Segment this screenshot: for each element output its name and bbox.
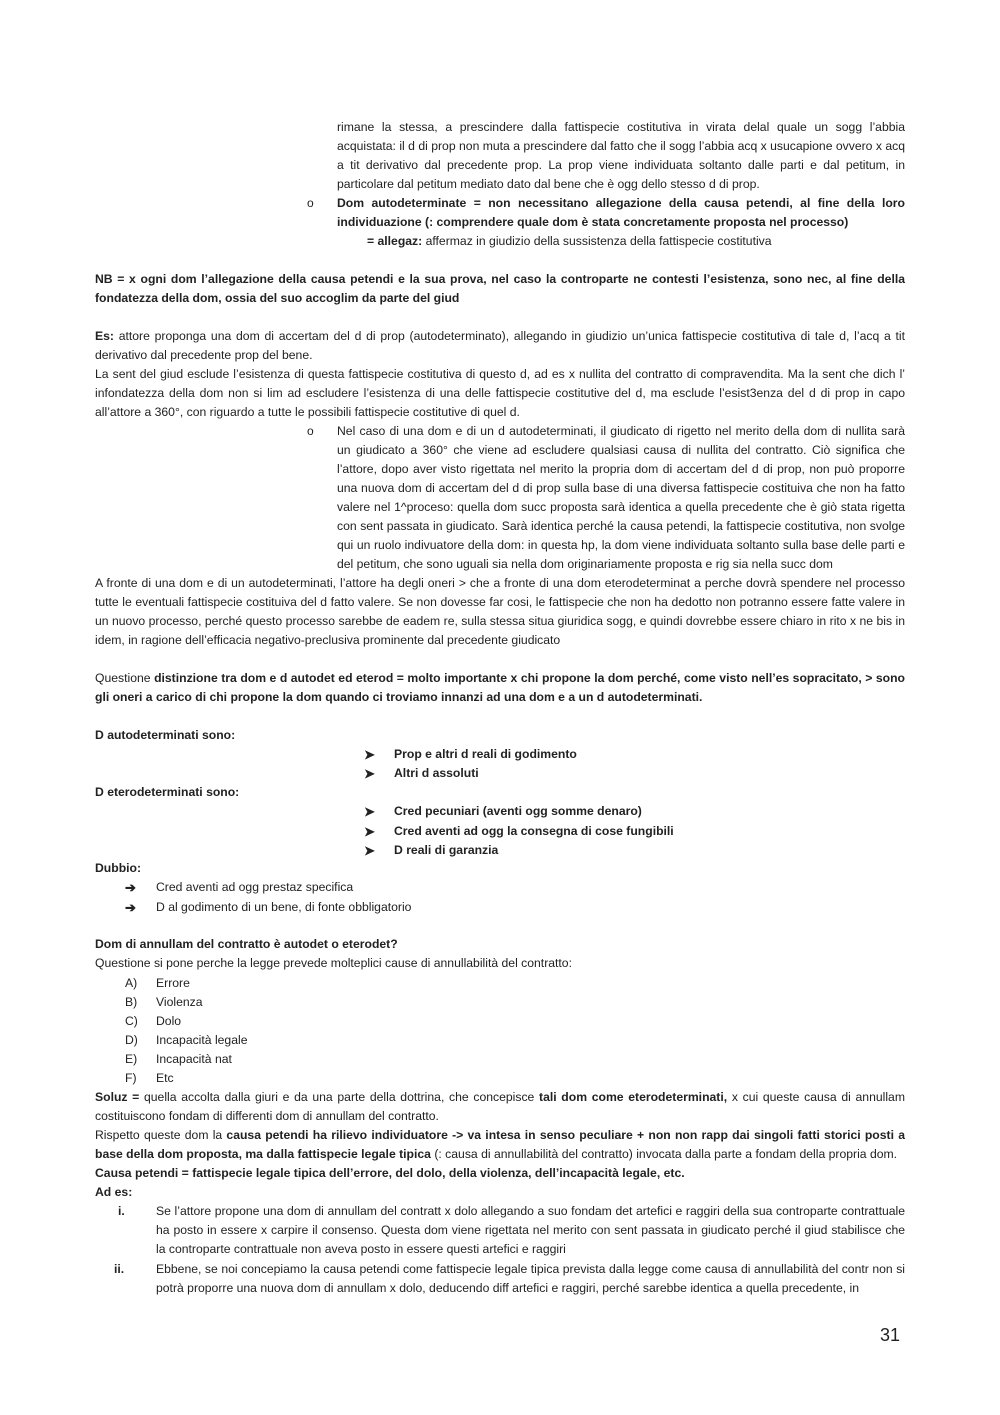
arrowhead-bullet-icon: ➤ (364, 766, 375, 781)
arrowhead-bullet-icon: ➤ (364, 747, 375, 762)
right-arrow-icon: ➔ (125, 880, 136, 895)
rispetto-paragraph: Rispetto queste dom la causa petendi ha rilievo individuatore -> va intesa in senso peculiare + non non rapp dai singoli fatti storici posti a base della dom proposta, ma dalla fattispecie legale tipica (: causa di annullabilità del contratto) invocata dalla parte a fondam della propria dom. (95, 1128, 905, 1161)
oneri-paragraph: A fronte di una dom e di un autodeterminati, l’attore ha degli oneri > che a fronte di una dom eterodeterminat a perche dovrà spendere nel processo tutte le eventuali fattispecie costituiva del d fatto valere. Se non dovesse far cosi, le fattispecie che non ha dedotto non potranno essere fatte valere in un nuovo processo, perché questo processo sarebbe de eadem re, sulla stessa situa giuridica sogg, e quindi dovrebbe essere chiaro in rito x ne bis in idem, in ragione dell’efficacia negativo-preclusiva prominente dal precedente giudicato (95, 576, 905, 647)
dubbio-heading: Dubbio: (95, 861, 142, 875)
causa-petendi-line: Causa petendi = fattispecie legale tipica dell’errore, del dolo, della violenza, dell’incapacità legale, etc. (95, 1166, 685, 1180)
allegaz-line: = allegaz: affermaz in giudizio della sussistenza della fattispecie costitutiva (367, 234, 772, 248)
list-item: Etc (156, 1071, 174, 1085)
annullam-intro: Questione si pone perche la legge prevede molteplici cause di annullabilità del contratto: (95, 956, 572, 970)
list-marker: A) (125, 976, 138, 990)
list-item: Incapacità legale (156, 1033, 248, 1047)
list-marker: B) (125, 995, 138, 1009)
etero-heading: D eterodeterminati sono: (95, 785, 240, 799)
bullet-marker: o (307, 424, 314, 438)
etero-item: Cred pecuniari (aventi ogg somme denaro) (394, 804, 642, 818)
questione-paragraph: Questione distinzione tra dom e d autodet ed eterod = molto importante x chi propone la dom perché, come visto nell’es sopracitato, > sono gli oneri a carico di chi propone la dom quando ci troviamo innanzi ad una dom e a un d autodeterminati. (95, 671, 905, 704)
dubbio-item: Cred aventi ad ogg prestaz specifica (156, 880, 354, 894)
auto-item: Prop e altri d reali di godimento (394, 747, 577, 761)
list-item: Violenza (156, 995, 203, 1009)
annullam-heading: Dom di annullam del contratto è autodet o eterodet? (95, 937, 398, 951)
list-item: Errore (156, 976, 190, 990)
paragraph-dom-autodeterminate: Dom autodeterminate = non necessitano allegazione della causa petendi, al fine della loro individuazione (: comprendere quale dom è stata concretamente proposta nel processo) (337, 196, 905, 229)
list-marker: ii. (114, 1262, 125, 1276)
paragraph-fattispecie: rimane la stessa, a prescindere dalla fattispecie costitutiva in virata delal quale un sogg l’abbia acquistata: il d di prop non muta a prescindere dal fatto che il sogg l’abbia acq x usucapione ovvero x acq a tit derivativo dal precedente prop. La prop viene individuata soltanto dalle parti e dal petitum, in particolare dal petitum mediato dato dal bene che è ogg dello stesso d di prop. (337, 120, 905, 191)
arrowhead-bullet-icon: ➤ (364, 843, 375, 858)
sent-paragraph: La sent del giud esclude l’esistenza di questa fattispecie costitutiva di questo d, ad es x nullita del contratto di compravendita. Ma la sent che dich l’ infondatezza della dom non si lim ad escludere l’esistenza di una delle fattispecie costitutive del d, ma esclude l’esist3enza del d di prop in capo all’attore a 360°, con riguardo a tutte le possibili fattispecie costitutive di quel d. (95, 367, 905, 419)
list-item: Incapacità nat (156, 1052, 232, 1066)
dubbio-item: D al godimento di un bene, di fonte obbligatorio (156, 900, 412, 914)
etero-item: D reali di garanzia (394, 843, 499, 857)
list-marker: F) (125, 1071, 137, 1085)
nb-paragraph: NB = x ogni dom l’allegazione della causa petendi e la sua prova, nel caso la controparte ne contesti l’esistenza, sono nec, al fine della fondatezza della dom, ossia del suo accoglim da parte del giud (95, 272, 905, 305)
list-marker: E) (125, 1052, 138, 1066)
bullet-marker: o (307, 196, 314, 210)
list-item: Se l’attore propone una dom di annullam del contratt x dolo allegando a suo fondam det artefici e raggiri della sua controparte contrattuale ha posto in essere x carpire il consenso. Questa dom viene rigettata nel merito con sent passata in giudicato perché il giud stabilisce che la controparte contrattuale non aveva posto in essere questi artefici e raggiri (156, 1204, 905, 1256)
ades-label: Ad es: (95, 1185, 133, 1199)
list-item: Dolo (156, 1014, 182, 1028)
list-marker: i. (118, 1204, 125, 1218)
list-marker: D) (125, 1033, 138, 1047)
es-paragraph: Es: attore proponga una dom di accertam del d di prop (autodeterminato), allegando in giudizio un’unica fattispecie costitutiva di tale d, l’acq a tit derivativo dal precedente prop del bene. (95, 329, 905, 362)
arrowhead-bullet-icon: ➤ (364, 824, 375, 839)
list-marker: C) (125, 1014, 138, 1028)
list-item: Ebbene, se noi concepiamo la causa petendi come fattispecie legale tipica prevista dalla legge come causa di annullabilità del contr non si potrà proporre una nuova dom di annullam x dolo, deducendo diff artefici e raggiri, perché sarebbe identica a quella precedente, in (156, 1262, 905, 1295)
giudicato-paragraph: Nel caso di una dom e di un d autodeterminati, il giudicato di rigetto nel merito della dom di nullita sarà un giudicato a 360° che viene ad escludere qualsiasi causa di nullita del contratto. Ciò significa che l’attore, dopo aver visto rigettata nel merito la propria dom di accertam del d di prop, non può proporre una nuova dom di accertam del d di prop sulla base di una diversa fattispecie costituiva che non ha fatto valere nel 1^proceso: quella dom succ proposta sarà identica a quella precedente che è giò stata rigetta con sent passata in giudicato. Sarà identica perché la causa petendi, la fattispecie costitutiva, non svolge qui un ruolo indivuatore della dom: in questa hp, la dom viene individuata soltanto sulla base delle parti e del petitum, che sono uguali sia nella dom originariamente proposta e rig sia nella succ dom (337, 424, 905, 571)
auto-item: Altri d assoluti (394, 766, 479, 780)
auto-heading: D autodeterminati sono: (95, 728, 236, 742)
etero-item: Cred aventi ad ogg la consegna di cose fungibili (394, 824, 674, 838)
right-arrow-icon: ➔ (125, 900, 136, 915)
arrowhead-bullet-icon: ➤ (364, 804, 375, 819)
page-number: 31 (880, 1325, 901, 1345)
soluz-paragraph: Soluz = quella accolta dalla giuri e da una parte della dottrina, che concepisce tali dom come eterodeterminati, x cui queste causa di annullam costituiscono fondam di differenti dom di annullam del contratto. (95, 1090, 905, 1123)
